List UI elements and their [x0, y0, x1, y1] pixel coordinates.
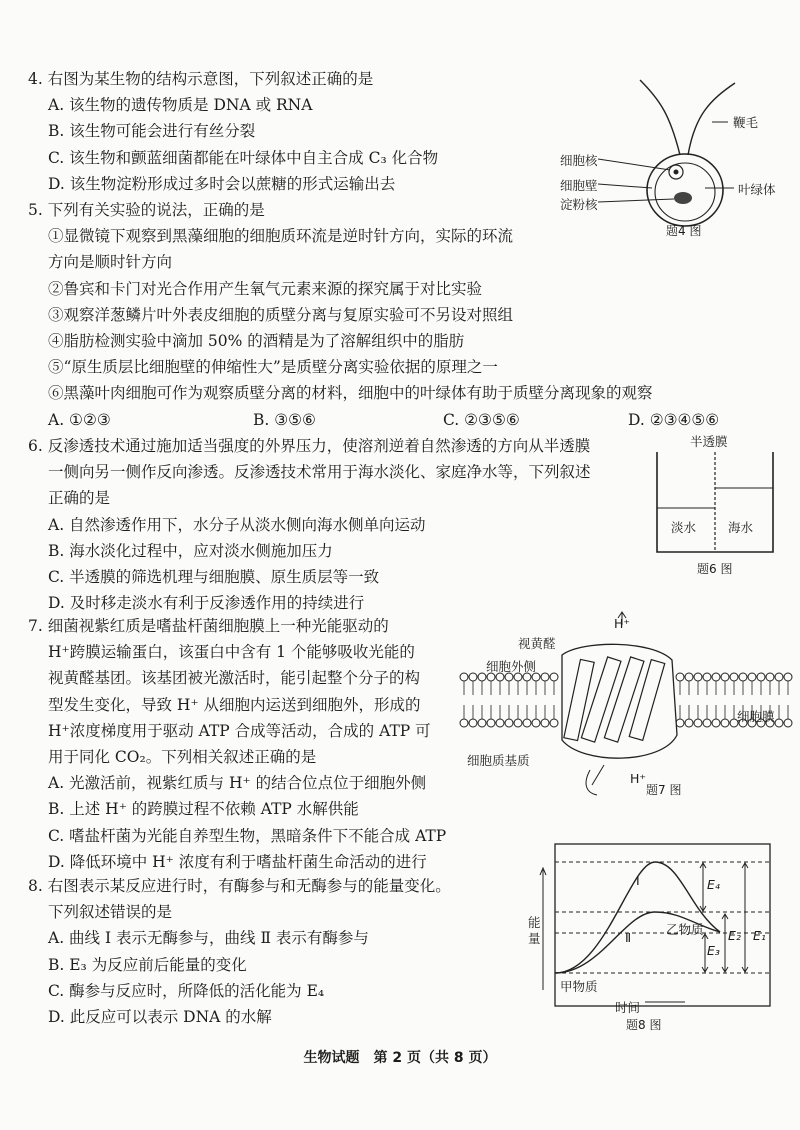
lipid-head	[487, 719, 495, 727]
q5-option-b[interactable]: B. ③⑤⑥	[253, 410, 316, 429]
q5-item-1: ①显微镜下观察到黑藻细胞的细胞质环流是逆时针方向，实际的环流	[48, 227, 514, 246]
q6-caption: 题6 图	[697, 562, 733, 576]
q5-item-2: ②鲁宾和卡门对光合作用产生氧气元素来源的探究属于对比实验	[48, 279, 483, 298]
lipid-head	[748, 673, 756, 681]
q5-option-d[interactable]: D. ②③④⑤⑥	[628, 410, 720, 429]
lipid-head	[721, 719, 729, 727]
lipid-head	[541, 673, 549, 681]
q4-label-wall: 细胞壁	[560, 178, 598, 193]
lipid-head	[550, 719, 558, 727]
q8-label-e3: E₃	[707, 943, 720, 958]
lipid-head	[730, 673, 738, 681]
q7-label-retinal: 视黄醛	[518, 636, 556, 651]
q8-label-ylabel: 能量	[528, 915, 541, 946]
lipid-head	[676, 719, 684, 727]
q8-label-e1: E₁	[753, 928, 766, 943]
q5-item-4: ④脂肪检测实验中滴加 50% 的酒精是为了溶解组织中的脂肪	[48, 332, 465, 351]
page-footer: 生物试题 第 2 页（共 8 页）	[303, 1050, 497, 1066]
q5-option-c[interactable]: C. ②③⑤⑥	[443, 410, 520, 429]
q8-option-c[interactable]: C. 酶参与反应时，所降低的活化能为 E₄	[48, 981, 325, 1000]
q6-figure	[655, 450, 775, 555]
q5-option-a[interactable]: A. ①②③	[48, 410, 111, 429]
q4-label-chloroplast: 叶绿体	[738, 182, 776, 197]
q7-stem-3: 视黄醛基团。该基团被光激活时，能引起整个分子的构	[48, 669, 421, 688]
lipid-head	[460, 673, 468, 681]
lipid-head	[478, 719, 486, 727]
q5-options	[28, 407, 738, 433]
lipid-head	[505, 719, 513, 727]
q8-label-product: 乙物质	[666, 922, 704, 937]
q7-stem-6: 用于同化 CO₂。下列相关叙述正确的是	[48, 748, 317, 767]
question-4	[28, 66, 438, 197]
q8-label-e2: E₂	[728, 928, 741, 943]
q6-stem-1: 6. 反渗透技术通过施加适当强度的外界压力，使溶剂逆着自然渗透的方向从半透膜	[28, 437, 591, 455]
q6-option-d[interactable]: D. 及时移走淡水有利于反渗透作用的持续进行	[48, 594, 365, 613]
lipid-head	[685, 673, 693, 681]
q6-option-c[interactable]: C. 半透膜的筛选机理与细胞膜、原生质层等一致	[48, 568, 380, 587]
q6-option-a[interactable]: A. 自然渗透作用下，水分子从淡水侧向海水侧单向运动	[48, 515, 426, 534]
lipid-head	[766, 673, 774, 681]
lipid-head	[739, 673, 747, 681]
q6-option-b[interactable]: B. 海水淡化过程中，应对淡水侧施加压力	[48, 541, 333, 560]
question-6	[28, 433, 591, 616]
lipid-head	[532, 719, 540, 727]
q8-label-reactant: 甲物质	[560, 979, 598, 994]
lipid-head	[460, 719, 468, 727]
q5-item-5: ⑤“原生质层比细胞壁的伸缩性大”是质壁分离实验依据的原理之一	[48, 358, 498, 377]
lipid-head	[784, 719, 792, 727]
q8-option-d[interactable]: D. 此反应可以表示 DNA 的水解	[48, 1008, 272, 1027]
q8-label-xlabel: 时间	[615, 1000, 641, 1015]
q7-option-d[interactable]: D. 降低环境中 H⁺ 浓度有利于嗜盐杆菌生命活动的进行	[48, 852, 427, 871]
q5-item-3: ③观察洋葱鳞片叶外表皮细胞的质壁分离与复原实验可不另设对照组	[48, 305, 514, 324]
lipid-head	[703, 673, 711, 681]
q7-stem-4: 型发生变化，导致 H⁺ 从细胞内运送到细胞外，形成的	[48, 695, 421, 714]
q8-label-curve2: Ⅱ	[625, 930, 632, 945]
q8-option-b[interactable]: B. E₃ 为反应前后能量的变化	[48, 955, 247, 974]
q7-caption: 题7 图	[646, 783, 682, 797]
q7-label-membrane: 细胞膜	[737, 709, 775, 724]
lipid-head	[694, 673, 702, 681]
q7-label-hplus-bottom: H⁺	[630, 771, 646, 786]
lipid-head	[685, 719, 693, 727]
q7-option-a[interactable]: A. 光激活前，视紫红质与 H⁺ 的结合位点位于细胞外侧	[48, 774, 427, 793]
lipid-head	[478, 673, 486, 681]
lipid-head	[712, 673, 720, 681]
q8-stem-2: 下列叙述错误的是	[48, 903, 173, 922]
lipid-head	[757, 673, 765, 681]
lipid-head	[775, 719, 783, 727]
q8-label-curve1: Ⅰ	[636, 873, 640, 888]
q7-stem-5: H⁺浓度梯度用于驱动 ATP 合成等活动，合成的 ATP 可	[48, 721, 431, 740]
lipid-head	[694, 719, 702, 727]
q7-option-b[interactable]: B. 上述 H⁺ 的跨膜过程不依赖 ATP 水解供能	[48, 800, 359, 819]
q4-label-flagellum: 鞭毛	[733, 115, 759, 130]
lipid-head	[514, 719, 522, 727]
q4-option-b[interactable]: B. 该生物可能会进行有丝分裂	[48, 122, 256, 141]
q4-option-c[interactable]: C. 该生物和颤蓝细菌都能在叶绿体中自主合成 C₃ 化合物	[48, 148, 439, 167]
lipid-head	[550, 673, 558, 681]
q5-item-1-cont: 方向是顺时针方向	[48, 253, 173, 272]
lipid-head	[721, 673, 729, 681]
q5-stem: 5. 下列有关实验的说法，正确的是	[28, 201, 265, 219]
q7-label-matrix: 细胞质基质	[467, 753, 530, 768]
q8-option-a[interactable]: A. 曲线 Ⅰ 表示无酶参与，曲线 Ⅱ 表示有酶参与	[48, 929, 369, 948]
q8-caption: 题8 图	[626, 1018, 662, 1032]
q8-label-e4: E₄	[707, 877, 720, 892]
q4-stem: 4. 右图为某生物的结构示意图，下列叙述正确的是	[28, 70, 374, 88]
lipid-head	[523, 719, 531, 727]
q7-label-hplus-top: H⁺	[614, 616, 630, 631]
q6-label-membrane: 半透膜	[690, 434, 728, 449]
q4-option-a[interactable]: A. 该生物的遗传物质是 DNA 或 RNA	[48, 96, 313, 115]
question-5	[28, 197, 738, 433]
q4-option-d[interactable]: D. 该生物淀粉形成过多时会以蔗糖的形式运输出去	[48, 174, 396, 193]
lipid-head	[496, 719, 504, 727]
lipid-head	[712, 719, 720, 727]
q7-label-outside: 细胞外侧	[486, 659, 537, 674]
lipid-head	[541, 719, 549, 727]
lipid-head	[469, 673, 477, 681]
question-7	[28, 613, 446, 875]
lipid-head	[703, 719, 711, 727]
q6-label-sea: 海水	[728, 520, 754, 535]
q7-stem-1: 7. 细菌视紫红质是嗜盐杆菌细胞膜上一种光能驱动的	[28, 617, 389, 635]
q4-label-starch: 淀粉核	[560, 197, 598, 212]
lipid-head	[469, 719, 477, 727]
lipid-head	[775, 673, 783, 681]
q8-stem-1: 8. 右图表示某反应进行时，有酶参与和无酶参与的能量变化。	[28, 877, 451, 895]
q7-option-c[interactable]: C. 嗜盐杆菌为光能自养型生物，黑暗条件下不能合成 ATP	[48, 826, 447, 845]
q5-item-6: ⑥黑藻叶肉细胞可作为观察质壁分离的材料，细胞中的叶绿体有助于质壁分离现象的观察	[48, 384, 653, 403]
q4-caption: 题4 图	[666, 224, 702, 238]
question-8	[28, 873, 451, 1030]
lipid-head	[676, 673, 684, 681]
q4-label-nucleus: 细胞核	[560, 153, 598, 168]
q6-label-fresh: 淡水	[671, 520, 697, 535]
q6-stem-2: 一侧向另一侧作反向渗透。反渗透技术常用于海水淡化、家庭净水等，下列叙述	[48, 463, 591, 482]
lipid-head	[784, 673, 792, 681]
q6-stem-3: 正确的是	[48, 489, 111, 508]
q7-stem-2: H⁺跨膜运输蛋白，该蛋白中含有 1 个能够吸收光能的	[48, 643, 415, 662]
